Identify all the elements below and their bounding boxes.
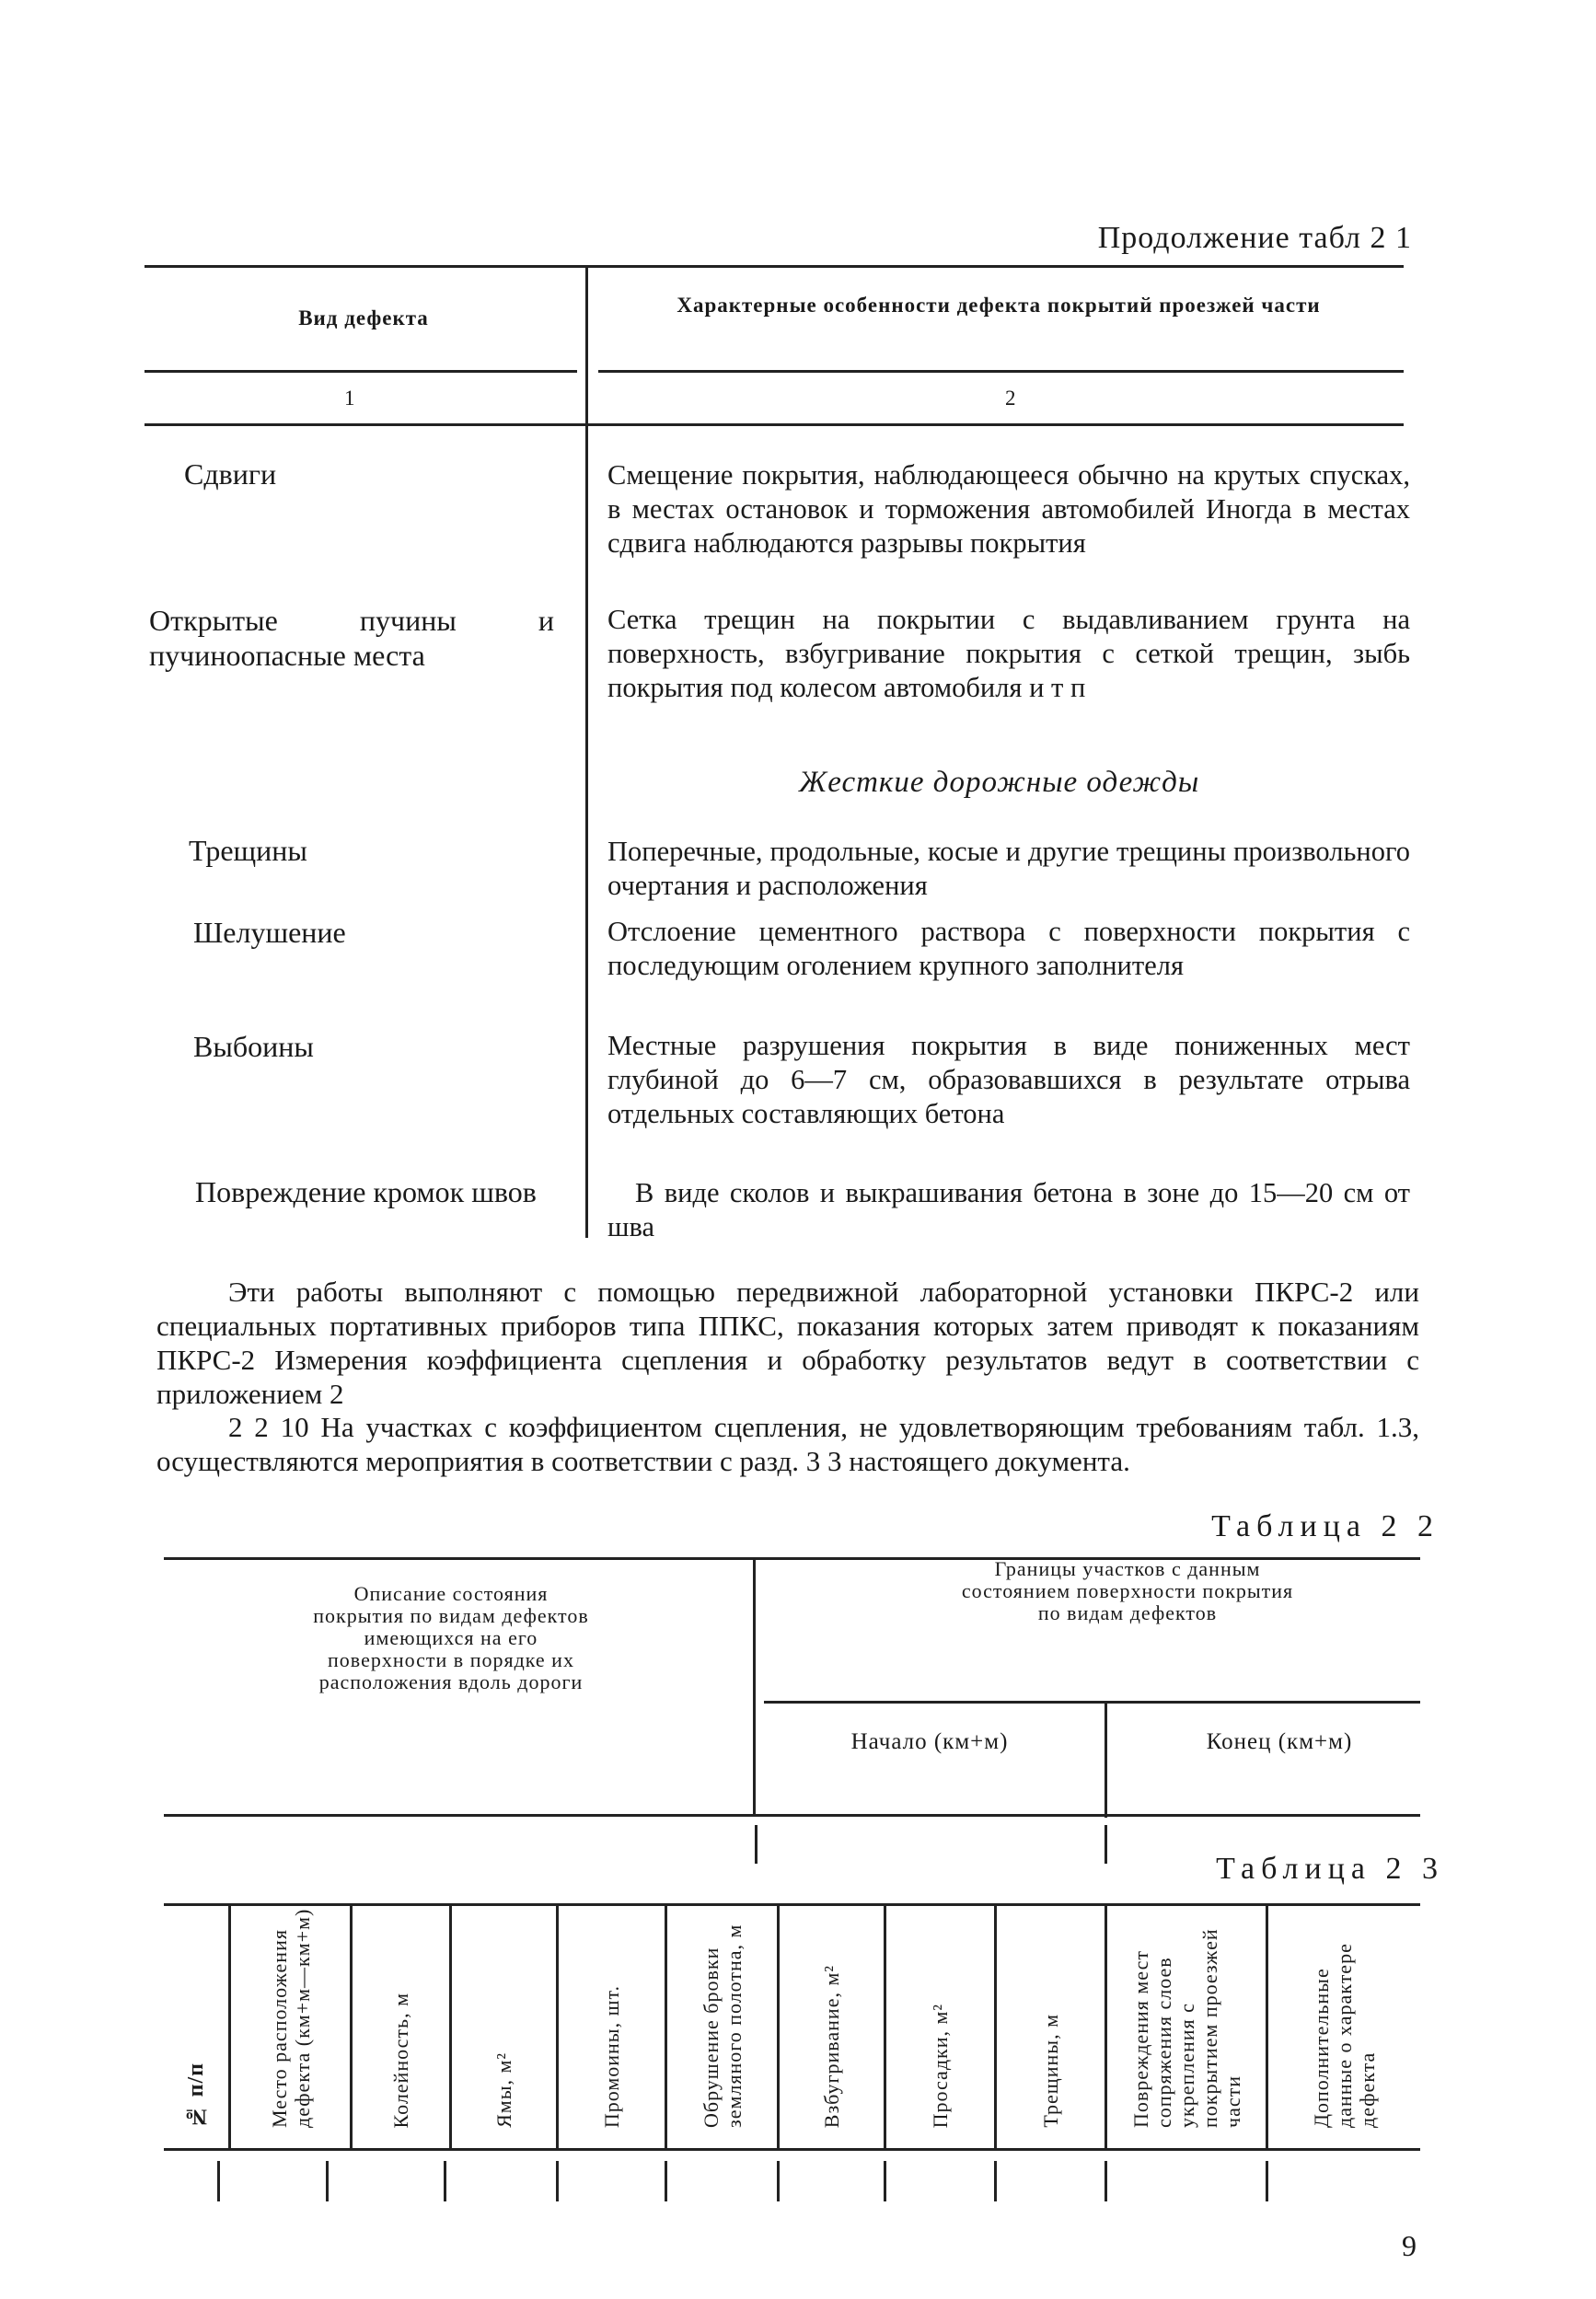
defect-description-row5: Местные разрушения покрытия в виде пониженных мест глубиной до 6—7 см, образовавшихся в результате отрыва отдельных составляющих бетона — [607, 1030, 1410, 1129]
body-paragraph-1: Эти работы выполняют с помощью передвижной лабораторной установки ПКРС-2 или специальных портативных приборов типа ППКС, показания которых затем приводят к показаниям ПКРС-2 Измерения коэффициента сцепления и обработку результатов ведут в соответствии с приложением 2 — [156, 1276, 1419, 1410]
table23-stub-divider — [217, 2161, 220, 2201]
defect-name-row5: Выбоины — [193, 1030, 314, 1063]
table23-col-pits — [452, 1898, 556, 2128]
table23-stub-divider — [1104, 2161, 1107, 2201]
table23-col-shoulder-collapse — [667, 1898, 777, 2128]
table23-col-joint-damage — [1107, 1898, 1266, 2128]
table22-col1-header: Описание состояния покрытия по видам дефектов имеющихся на его поверхности в порядке их расположения вдоль дороги — [313, 1582, 589, 1693]
defect-name-row6: Повреждение кромок швов — [195, 1175, 537, 1208]
table21-header-rule-right — [598, 370, 1404, 373]
table22-group-rule — [764, 1701, 1420, 1704]
table22-stub-divider-2 — [1104, 1825, 1107, 1864]
table23-col-subsidence-label: Просадки, м² — [929, 2003, 952, 2128]
defect-name-row3: Трещины — [189, 834, 307, 867]
table21-col2-number: 2 — [1005, 387, 1016, 410]
table21-col2-header: Характерные особенности дефекта покрытий проезжей части — [677, 294, 1321, 317]
table23-col-rutting-label: Колейность, м — [389, 1992, 412, 2128]
table23-stub-divider — [777, 2161, 780, 2201]
table23-col-washouts-label: Промоины, шт. — [600, 1984, 623, 2128]
table23-stub-divider — [1266, 2161, 1268, 2201]
table23-stub-divider — [326, 2161, 329, 2201]
table23-stub-divider — [994, 2161, 997, 2201]
table23-col-pits-label: Ямы, м² — [492, 2052, 515, 2128]
table23-col-rutting — [353, 1898, 449, 2128]
section-heading-rigid-pavements: Жесткие дорожные одежды — [799, 766, 1200, 799]
table21-column-divider — [585, 267, 588, 1238]
table23-col-cracks-label: Трещины, м — [1039, 2014, 1062, 2128]
defect-description-row2: Сетка трещин на покрытии с выдавливанием грунта на поверхность, взбугривание покрытия с сеткой трещин, зыбь покрытия под колесом автомобиля и т п — [607, 604, 1410, 703]
table23-col-shoulder-collapse-label: Обрушение бровки земляного полотна, м — [699, 1924, 746, 2128]
table22-caption: Таблица 2 2 — [1211, 1509, 1440, 1543]
table23-col-washouts — [559, 1898, 665, 2128]
defect-name-row2: Открытые пучины и пучиноопасные места — [149, 604, 554, 672]
table23-stub-divider — [556, 2161, 559, 2201]
table23-col-additional-data — [1268, 1898, 1420, 2128]
table23-header-bottom-rule — [164, 2148, 1420, 2151]
table22-group-header: Границы участков с данным состоянием поверхности покрытия по видам дефектов — [961, 1557, 1294, 1624]
table23-col-heaving — [780, 1898, 884, 2128]
table21-header-rule-left — [145, 370, 577, 373]
table23-col-joint-damage-label: Повреждения мест сопряжения слоев укрепления с покрытием проезжей части — [1128, 1928, 1244, 2128]
table23-caption: Таблица 2 3 — [1216, 1852, 1444, 1886]
table21-col1-number: 1 — [344, 387, 355, 410]
table23-col-location-label: Место расположения дефекта (км+м—км+м) — [267, 1908, 314, 2128]
table21-number-rule — [145, 423, 1404, 426]
table22-start-header: Начало (км+м) — [850, 1729, 1009, 1754]
table23-col-number — [164, 1898, 228, 2128]
table23-col-cracks — [997, 1898, 1104, 2128]
defect-name-row1: Сдвиги — [184, 457, 277, 491]
table23-stub-divider — [444, 2161, 446, 2201]
defect-description-row4: Отслоение цементного раствора с поверхности покрытия с последующим оголением крупного заполнителя — [607, 916, 1410, 981]
defect-name-row4: Шелушение — [193, 916, 346, 949]
table22-stub-divider-1 — [755, 1825, 758, 1864]
defect-description-row1: Смещение покрытия, наблюдающееся обычно на крутых спусках, в местах остановок и торможения автомобилей Иногда в местах сдвига наблюдаются разрывы покрытия — [607, 459, 1410, 559]
table22-subcolumn-divider — [1104, 1703, 1107, 1818]
table23-col-location — [231, 1898, 350, 2128]
body-paragraph-2: 2 2 10 На участках с коэффициентом сцепления, не удовлетворяющим требованиям табл. 1.3, осуществляются мероприятия в соответствии с разд. 3 3 настоящего документа. — [156, 1411, 1419, 1477]
table22-column-divider — [753, 1558, 756, 1816]
table23-col-heaving-label: Взбугривание, м² — [820, 1964, 843, 2128]
table21-col1-header: Вид дефекта — [298, 306, 429, 329]
page-number: 9 — [1402, 2229, 1417, 2262]
defect-description-row6: В виде сколов и выкрашивания бетона в зоне до 15—20 см от шва — [607, 1177, 1410, 1242]
table23-col-number-label: № п/п — [183, 2062, 208, 2128]
table-continuation-label: Продолжение табл 2 1 — [1097, 221, 1412, 255]
table21-top-rule — [145, 265, 1404, 268]
table22-bottom-rule — [164, 1814, 1420, 1817]
table23-col-additional-data-label: Дополнительные данные о характере дефекта — [1310, 1943, 1379, 2128]
table22-end-header: Конец (км+м) — [1206, 1729, 1353, 1754]
table23-col-subsidence — [886, 1898, 994, 2128]
table23-stub-divider — [884, 2161, 886, 2201]
table23-stub-divider — [665, 2161, 667, 2201]
defect-description-row3: Поперечные, продольные, косые и другие трещины произвольного очертания и расположения — [607, 836, 1410, 901]
